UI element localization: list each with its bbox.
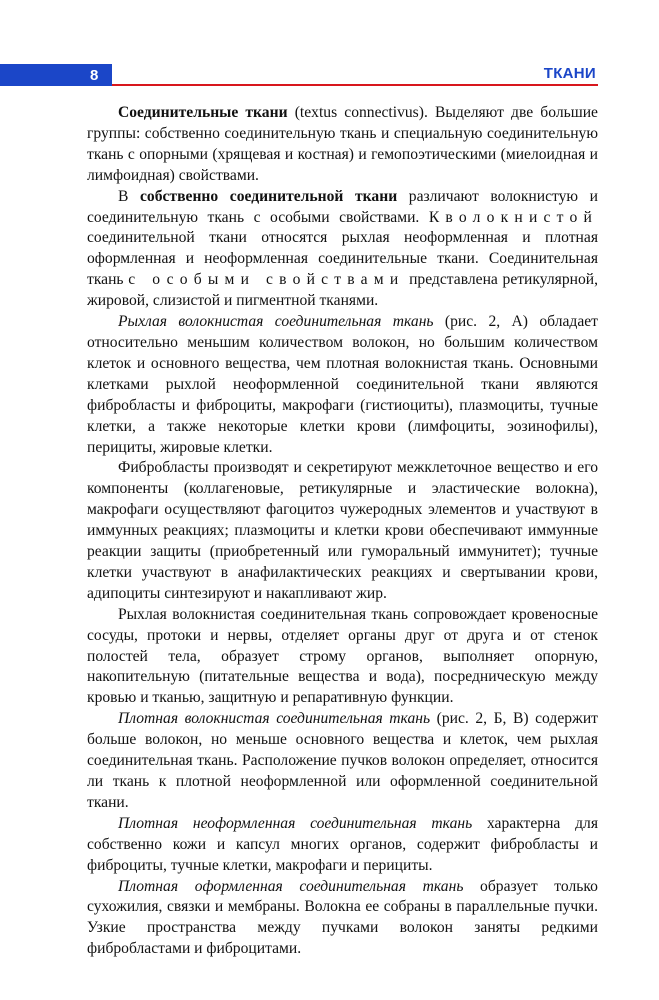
- term-proper-connective-tissue: собственно соединительной ткани: [140, 187, 398, 205]
- page-number: 8: [90, 67, 99, 84]
- paragraph-text: (рис. 2, Б, В) содержит больше волокон, но меньше основного вещества и клеток, чем рыхлая соединительная ткань. Расположение пучков волокон определяет, относится ли ткань к плотной неоформленной или оформленной соединительной ткани.: [87, 710, 598, 811]
- paragraph-fibroblasts: Фибробласты производят и секретируют межклеточное вещество и его компоненты (коллагеновые, ретикулярные и эластические волокна), макрофаги осуществляют фагоцитоз чужеродных элементов и участвуют в иммунных реакциях; плазмоциты и клетки крови обеспечивают иммунные реакции защиты (приобретенный или гуморальный иммунитет); тучные клетки участвуют в анафилактических реакциях и свертывании крови, адипоциты синтезируют и накапливают жир.: [87, 459, 598, 602]
- page-number-tab: [0, 64, 112, 86]
- paragraph-text: характерна для собственно кожи и капсул многих органов, содержит фибробласты и фиброциты, тучные клетки, макрофаги и перициты.: [87, 814, 598, 874]
- spaced-term-fibrous: Кволокнистой: [428, 208, 598, 226]
- paragraph-dense-regular-tissue: [87, 877, 598, 961]
- paragraph-text: соединительной ткани относятся рыхлая неоформленная и плотная оформленная и неоформленная соединительные ткани. Соединительная ткань: [87, 229, 598, 289]
- term-dense-regular-tissue: Плотная оформленная соединительная ткань: [118, 877, 464, 895]
- header-rule: [112, 84, 598, 86]
- paragraph-dense-irregular-tissue: [87, 814, 598, 877]
- paragraph-connective-tissues: [87, 103, 598, 187]
- body-text: [87, 103, 598, 960]
- section-title: ТКАНИ: [543, 65, 596, 82]
- paragraph-dense-fibrous-tissue: [87, 709, 598, 814]
- paragraph-proper-connective-tissue: [87, 187, 598, 312]
- paragraph-text: (рис. 2, А) обладает относительно меньшим количеством волокон, но большим количеством клеток и основного вещества, чем плотная волокнистая ткань. Основными клетками рыхлой неоформленной соединительной ткани являются фибробласты и фиброциты, макрофаги (гистиоциты), плазмоциты, тучные клетки, а также некоторые клетки крови (лимфоциты, эозинофилы), перициты, жировые клетки.: [87, 313, 598, 456]
- paragraph-loose-fibrous-tissue: [87, 312, 598, 458]
- term-loose-fibrous-tissue: Рыхлая волокнистая соединительная ткань: [118, 313, 434, 331]
- running-header: [0, 64, 659, 88]
- paragraph-text: В: [118, 187, 140, 205]
- paragraph-loose-tissue-functions: Рыхлая волокнистая соединительная ткань сопровождает кровеносные сосуды, протоки и нервы, отделяет органы друг от друга и от стенок полостей тела, образует строму органов, выполняет опорную, накопительную (питательные вещества и вода), посредническую между кровью и тканью, защитную и репаративную функции.: [87, 605, 598, 707]
- term-dense-irregular-tissue: Плотная неоформленная соединительная ткань: [118, 814, 473, 832]
- spaced-term-special-properties: с особыми свойствами: [128, 271, 405, 289]
- paragraph-text: различают волокнистую и соединительную ткань с особыми свойствами.: [87, 187, 598, 226]
- paragraph-text: (textus connectivus). Выделяют две большие группы: собственно соединительную ткань и специальную соединительную ткань с опорными (хрящевая и костная) и гемопоэтическими (миелоидная и лимфоидная) свойствами.: [87, 104, 598, 184]
- term-connective-tissues: Соединительные ткани: [118, 104, 288, 121]
- paragraph-text: образует только сухожилия, связки и мембраны. Волокна ее собраны в параллельные пучки. Узкие пространства между пучками волокон заняты редкими фибробластами и фиброцитами.: [87, 877, 598, 958]
- term-dense-fibrous-tissue: Плотная волокнистая соединительная ткань: [118, 710, 431, 728]
- paragraph-text: представлена ретикулярной, жировой, слизистой и пигментной тканями.: [87, 271, 599, 310]
